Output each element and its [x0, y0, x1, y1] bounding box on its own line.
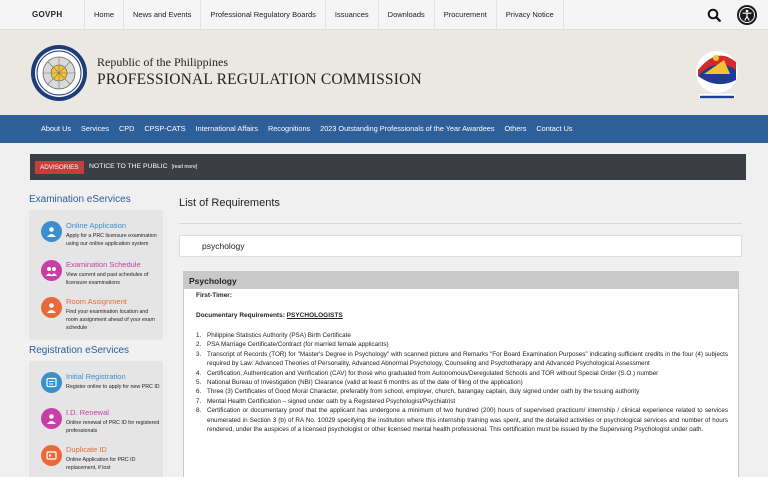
eservice-online-application[interactable] — [29, 221, 163, 261]
title-divider — [179, 223, 742, 224]
eservice-examination-schedule[interactable] — [29, 260, 163, 294]
top-nav — [84, 0, 564, 30]
bagong-pilipinas-logo — [694, 46, 740, 102]
registration-eservices-panel — [29, 361, 163, 477]
top-nav-home[interactable]: Home — [84, 0, 123, 30]
list-item: 4. Certification, Authentication and Verification (CAV) for those who graduated from Autonomous/Deregulated Schools and TOR without Special Order (S.O.) number — [196, 369, 659, 377]
nav-about-us[interactable]: About Us — [41, 124, 72, 133]
accessibility-icon[interactable] — [737, 5, 757, 25]
read-more-link[interactable]: [read more] — [171, 164, 198, 170]
room-assignment-desc: Find your examination location and room assignment ahead of your exam schedule — [66, 309, 155, 331]
nav-services[interactable]: Services — [81, 124, 109, 133]
online-application-link[interactable]: Online Application — [66, 221, 127, 230]
online-application-desc: Apply for a PRC licensure examination using our online application system — [66, 233, 157, 247]
room-assignment-icon — [41, 297, 62, 318]
examination-schedule-link[interactable]: Examination Schedule — [66, 260, 141, 269]
list-item: 8. Certification or documentary proof that the applicant has undergone a minimum of two hundred (200) hours of supervised practicum/ internship / clinical experience related to services enumerated in Section 3 (b) of RA No. 10029 specifying the institution where this internship training was spent, and the detailed activities or psychological services and number of hours rendered, under the auspices of a licensed psychologist or other licensed mental health professional. This certification must be issued by the Supervising Psychologist under oath. — [196, 407, 728, 434]
examination-schedule-desc: View current and past schedules of licensure examinations — [66, 272, 149, 286]
top-nav-procurement[interactable]: Procurement — [434, 0, 496, 30]
requirements-panel — [183, 271, 739, 477]
list-item: 5. National Bureau of Investigation (NBI) Clearance (valid at least 6 months as of the date of filing of the application) — [196, 379, 523, 387]
panel-title: Psychology — [189, 276, 237, 286]
first-timer-label: First-Timer: — [196, 292, 232, 299]
id-renewal-icon — [41, 408, 62, 429]
eservice-room-assignment[interactable] — [29, 297, 163, 337]
profession-search-value: psychology — [202, 241, 245, 251]
schedule-icon — [41, 260, 62, 281]
documentary-requirements-label — [196, 312, 343, 319]
list-item: 6. Three (3) Certificates of Good Moral Character, preferably from school, employer, church, barangay captain, duly signed under oath by the issuing authority — [196, 388, 640, 396]
doc-req-profession: PSYCHOLOGISTS — [286, 312, 343, 319]
registration-icon — [41, 372, 62, 393]
govph-link[interactable]: GOVPH — [32, 10, 63, 19]
examination-eservices-panel — [29, 210, 163, 340]
nav-others[interactable]: Others — [504, 124, 527, 133]
requirements-panel-header[interactable] — [184, 272, 738, 289]
list-item: 2. PSA Marriage Certificate/Contract (for married female applicants) — [196, 341, 389, 349]
list-item: 1. Philippine Statistics Authority (PSA) Birth Certificate — [196, 332, 351, 339]
advisory-text — [89, 163, 197, 170]
duplicate-id-link[interactable]: Duplicate ID — [66, 445, 107, 454]
duplicate-id-desc: Online Application for PRC ID replacement, if lost — [66, 457, 136, 471]
main-nav — [0, 115, 768, 143]
search-icon[interactable] — [707, 8, 721, 22]
eservice-duplicate-id[interactable] — [29, 445, 163, 477]
id-renewal-desc: Online renewal of PRC ID for registered professionals — [66, 420, 160, 434]
republic-text: Republic of the Philippines — [97, 55, 228, 69]
nav-recognitions[interactable]: Recognitions — [267, 124, 311, 133]
profession-search-input[interactable] — [179, 235, 742, 257]
duplicate-id-icon — [41, 445, 62, 466]
advisory-headline[interactable]: NOTICE TO THE PUBLIC — [89, 163, 168, 170]
doc-req-label: Documentary Requirements: — [196, 312, 285, 319]
requirements-list — [196, 331, 728, 434]
site-header — [0, 30, 768, 115]
room-assignment-link[interactable]: Room Assignment — [66, 297, 127, 306]
initial-registration-link[interactable]: Initial Registration — [66, 372, 126, 381]
advisories-tag[interactable]: ADVISORIES — [35, 161, 84, 174]
top-bar — [0, 0, 768, 30]
nav-cpsp-cats[interactable]: CPSP-CATS — [144, 124, 186, 133]
commission-title: PROFESSIONAL REGULATION COMMISSION — [97, 71, 422, 88]
registration-eservices-title: Registration eServices — [29, 345, 130, 356]
page-title: List of Requirements — [179, 197, 280, 209]
nav-outstanding-professionals[interactable]: 2023 Outstanding Professionals of the Year Awardees — [320, 124, 495, 133]
nav-contact-us[interactable]: Contact Us — [536, 124, 573, 133]
list-item: 3. Transcript of Records (TOR) for "Master's Degree in Psychology" with scanned picture and Remarks "For Board Examination Purposes" indicating sufficient credits in the four (4) subjects required by Law: Advanced Theories of Personality, Advanced Abnormal Psychology, Counseling and Psychotherapy and Advanced Psychological Assessment — [196, 350, 728, 368]
advisory-bar — [30, 154, 746, 180]
examination-eservices-title: Examination eServices — [29, 194, 131, 205]
top-nav-downloads[interactable]: Downloads — [378, 0, 434, 30]
nav-international-affairs[interactable]: International Affairs — [195, 124, 258, 133]
application-icon — [41, 221, 62, 242]
initial-registration-desc: Register online to apply for new PRC ID — [66, 384, 160, 390]
nav-cpd[interactable]: CPD — [119, 124, 135, 133]
eservice-initial-registration[interactable] — [29, 372, 163, 404]
prc-seal-logo[interactable] — [30, 44, 88, 102]
top-nav-issuances[interactable]: Issuances — [325, 0, 378, 30]
list-item: 7. Mental Health Certification – signed under oath by a Registered Psychologist/Psychiatrist — [196, 397, 456, 405]
id-renewal-link[interactable]: I.D. Renewal — [66, 408, 109, 417]
top-nav-news[interactable]: News and Events — [123, 0, 200, 30]
top-nav-boards[interactable]: Professional Regulatory Boards — [200, 0, 324, 30]
top-nav-privacy[interactable]: Privacy Notice — [496, 0, 564, 30]
eservice-id-renewal[interactable] — [29, 408, 163, 440]
